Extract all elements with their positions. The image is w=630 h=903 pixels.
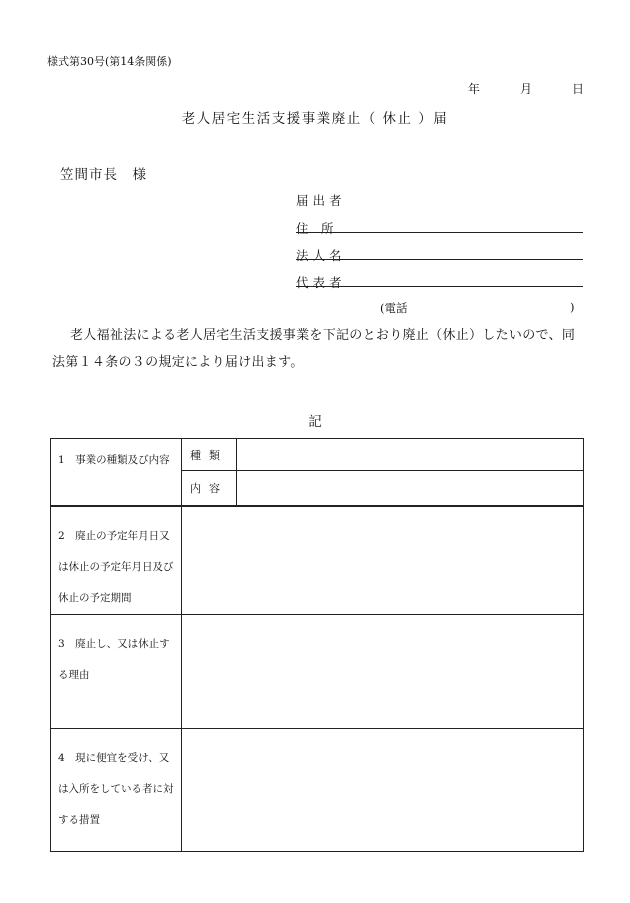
form-number: 様式第30号(第14条関係) (47, 55, 172, 68)
body-paragraph: 老人福祉法による老人居宅生活支援事業を下記のとおり廃止（休止）したいので、同法第１４条の３の規定により届け出ます。 (52, 328, 576, 370)
row1-content-input[interactable] (237, 471, 584, 506)
row1-sub-content: 内容 (182, 471, 237, 506)
ki-heading: 記 (308, 414, 322, 430)
phone-label: (電話 (380, 301, 408, 315)
address-label: 住 所 (296, 221, 334, 236)
row2-label: 2 廃止の予定年月日又は休止の予定年月日及び休止の予定期間 (51, 506, 182, 615)
representative-label: 代表者 (296, 275, 346, 290)
date-day-label: 日 (572, 82, 585, 96)
row1-sub-type: 種類 (182, 439, 237, 471)
date-month-label: 月 (520, 82, 533, 96)
addressee: 笠間市長 様 (60, 167, 147, 183)
row1-type-input[interactable] (237, 439, 584, 471)
address-field-line[interactable] (296, 232, 583, 233)
row4-input[interactable] (182, 728, 584, 851)
document-title: 老人居宅生活支援事業廃止（ 休止 ）届 (181, 111, 449, 127)
row3-label: 3 廃止し、又は休止する理由 (51, 614, 182, 728)
row1-label: 1 事業の種類及び内容 (51, 439, 182, 506)
date-year-label: 年 (468, 82, 481, 96)
details-table (50, 438, 584, 852)
representative-field-line[interactable] (296, 286, 583, 287)
row3-input[interactable] (182, 614, 584, 728)
row2-input[interactable] (182, 506, 584, 615)
notifier-heading: 届出者 (296, 193, 346, 208)
corporation-name-field-line[interactable] (296, 259, 583, 260)
row4-label: 4 現に便宜を受け、又は入所をしている者に対する措置 (51, 728, 182, 851)
corporation-name-label: 法人名 (296, 248, 346, 263)
phone-close-paren: ) (570, 300, 575, 314)
